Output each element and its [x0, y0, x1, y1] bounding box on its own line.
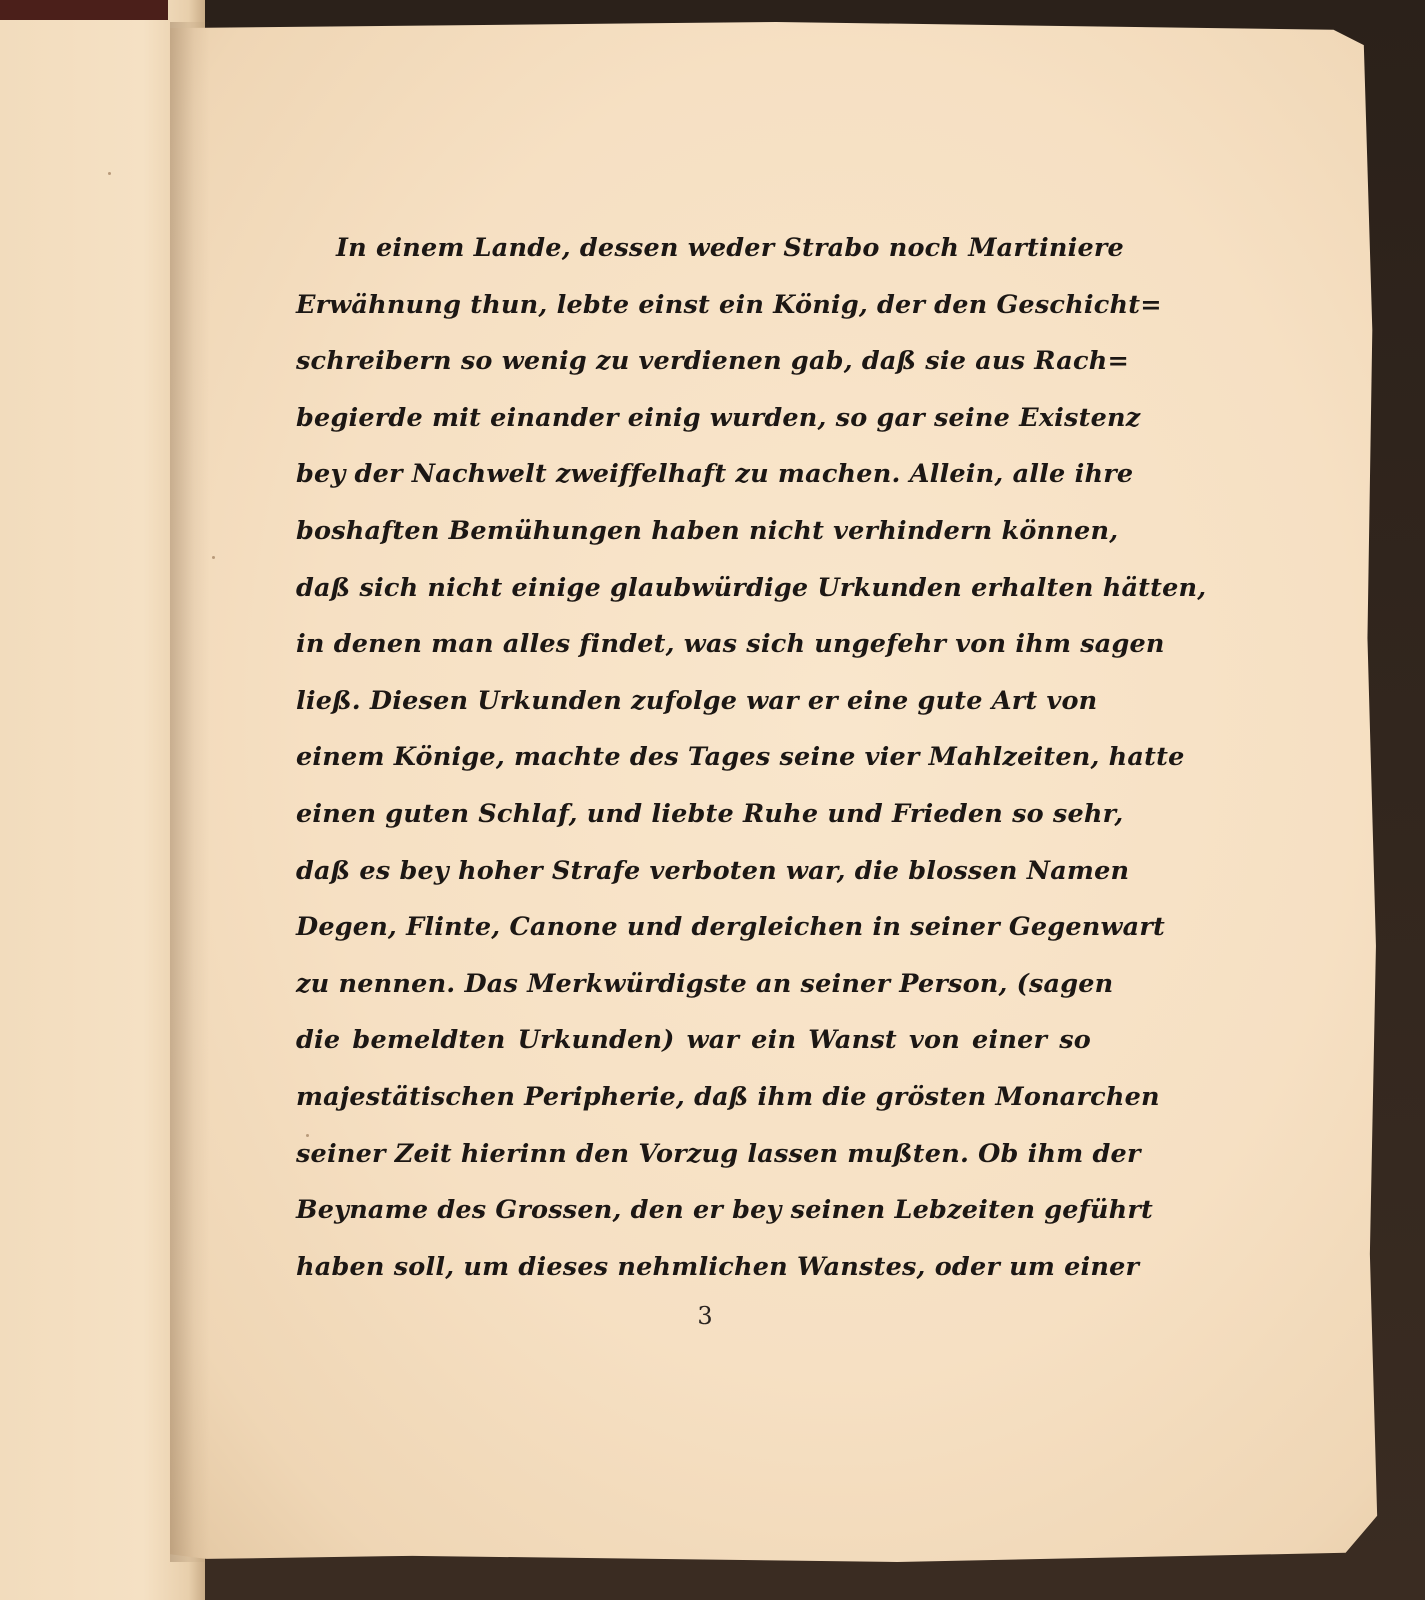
text-line: begierde mit einander einig wurden, so gar seine Existenz	[296, 402, 1141, 433]
paper-speck	[108, 172, 111, 175]
page-number: 3	[697, 1302, 713, 1330]
text-line: einem Könige, machte des Tages seine vier Mahlzeiten, hatte	[296, 742, 1185, 773]
body-text	[296, 220, 1207, 1295]
paper-speck	[212, 556, 215, 559]
text-line: daß es bey hoher Strafe verboten war, die blossen Namen	[296, 855, 1130, 886]
text-line: haben soll, um dieses nehmlichen Wanstes, oder um einer	[296, 1251, 1140, 1282]
text-line: seiner Zeit hierinn den Vorzug lassen mußten. Ob ihm der	[296, 1138, 1141, 1169]
gutter-shadow	[170, 22, 210, 1562]
paper-speck	[306, 1134, 309, 1137]
text-line: Degen, Flinte, Canone und dergleichen in seiner Gegenwart	[296, 912, 1166, 943]
text-line: boshaften Bemühungen haben nicht verhindern können,	[296, 515, 1119, 546]
text-line: Beyname des Grossen, den er bey seinen Lebzeiten geführt	[296, 1195, 1153, 1226]
text-line: zu nennen. Das Merkwürdigste an seiner Person, (sagen	[296, 968, 1114, 999]
text-line: bey der Nachwelt zweiffelhaft zu machen. Allein, alle ihre	[296, 459, 1134, 490]
text-line: in denen man alles findet, was sich ungefehr von ihm sagen	[296, 629, 1165, 660]
text-line: Erwähnung thun, lebte einst ein König, der den Geschicht=	[296, 289, 1162, 320]
text-line: schreibern so wenig zu verdienen gab, daß sie aus Rach=	[296, 346, 1130, 377]
text-line: ließ. Diesen Urkunden zufolge war er eine gute Art von	[296, 685, 1098, 716]
text-line: majestätischen Peripherie, daß ihm die grösten Monarchen	[296, 1081, 1160, 1112]
text-line: In einem Lande, dessen weder Strabo noch Martiniere	[336, 233, 1124, 263]
text-line: die bemeldten Urkunden) war ein Wanst von einer so	[296, 1025, 1091, 1056]
book-cover-edge	[0, 0, 168, 20]
text-line: daß sich nicht einige glaubwürdige Urkunden erhalten hätten,	[296, 572, 1207, 603]
text-line: einen guten Schlaf, und liebte Ruhe und Frieden so sehr,	[296, 798, 1124, 829]
